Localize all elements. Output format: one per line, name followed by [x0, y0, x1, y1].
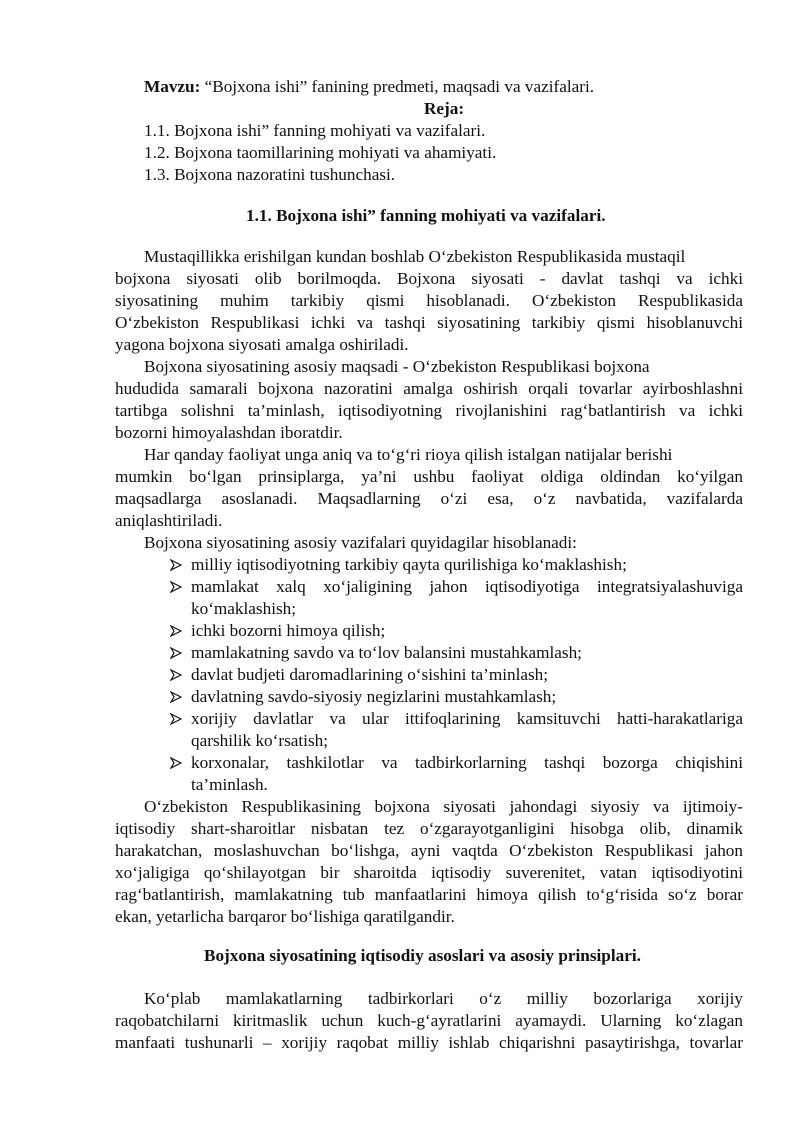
arrow-bullet-icon — [170, 576, 182, 598]
paragraph-line: manfaati tushunarli – xorijiy raqobat milliy ishlab chiqarishni pasaytirishga, tovarlar — [115, 1033, 743, 1052]
bullet-item: davlat budjeti daromadlarining o‘sishini ta’minlash; — [191, 665, 549, 684]
paragraph-line: Har qanday faoliyat unga aniq va to‘g‘ri rioya qilish istalgan natijalar berishi — [144, 445, 673, 464]
arrow-bullet-icon — [170, 664, 182, 686]
section-heading: 1.1. Bojxona ishi” fanning mohiyati va vazifalari. — [246, 206, 606, 225]
topic-line — [144, 76, 594, 98]
plan-item-1: 1.1. Bojxona ishi” fanning mohiyati va vazifalari. — [144, 121, 486, 140]
bullet-item: mamlakatning savdo va to‘lov balansini mustahkamlash; — [191, 643, 582, 662]
paragraph-line: maqsadlarga asoslanadi. Maqsadlarning o‘zi esa, o‘z navbatida, vazifalarda — [115, 489, 743, 508]
paragraph-line: iqtisodiy shart-sharoitlar nisbatan tez o‘zgarayotganligini hisobga olib, dinamik — [115, 819, 743, 838]
plan-item-2: 1.2. Bojxona taomillarining mohiyati va ahamiyati. — [144, 143, 497, 162]
paragraph-line: aniqlashtiriladi. — [115, 511, 223, 530]
plan-heading: Reja: — [424, 99, 465, 118]
section-heading: Bojxona siyosatining iqtisodiy asoslari va asosiy prinsiplari. — [204, 946, 641, 965]
bullet-item-continuation: ko‘maklashish; — [191, 599, 297, 618]
paragraph-line: rag‘batlantirish, mamlakatning tub manfaatlarini himoya qilish to‘g‘risida so‘z borar — [115, 885, 743, 904]
paragraph-line: O‘zbekiston Respublikasi ichki va tashqi siyosatining tarkibiy qismi hisoblanuvchi — [115, 313, 743, 332]
bullet-item: mamlakat xalq xo‘jaligining jahon iqtisodiyotiga integratsiyalashuviga — [191, 577, 743, 596]
paragraph-line: bojxona siyosati olib borilmoqda. Bojxona siyosati - davlat tashqi va ichki — [115, 269, 743, 288]
arrow-bullet-icon — [170, 686, 182, 708]
topic-label: Mavzu: — [144, 77, 201, 96]
paragraph-line: xo‘jaligiga qo‘shilayotgan bir sharoitda iqtisodiy suverenitet, vatan iqtisodiyotini — [115, 863, 743, 882]
paragraph-line: Bojxona siyosatining asosiy vazifalari quyidagilar hisoblanadi: — [144, 533, 577, 552]
bullet-item: davlatning savdo-siyosiy negizlarini mustahkamlash; — [191, 687, 557, 706]
arrow-bullet-icon — [170, 708, 182, 730]
paragraph-line: Ko‘plab mamlakatlarning tadbirkorlari o‘z milliy bozorlariga xorijiy — [144, 989, 743, 1008]
paragraph-line: raqobatchilarni kiritmaslik uchun kuch-g‘ayratlarini ayamaydi. Ularning ko‘zlagan — [115, 1011, 743, 1030]
arrow-bullet-icon — [170, 642, 182, 664]
paragraph-line: Mustaqillikka erishilgan kundan boshlab O‘zbekiston Respublikasida mustaqil — [144, 247, 686, 266]
paragraph-line: yagona bojxona siyosati amalga oshiriladi. — [115, 335, 409, 354]
bullet-item-continuation: ta’minlash. — [191, 775, 268, 794]
bullet-item: ichki bozorni himoya qilish; — [191, 621, 386, 640]
bullet-item: xorijiy davlatlar va ular ittifoqlarining kamsituvchi hatti-harakatlariga — [191, 709, 743, 728]
paragraph-line: tartibga solishni ta’minlash, iqtisodiyotning rivojlanishini rag‘batlantirish va ichki — [115, 401, 743, 420]
arrow-bullet-icon — [170, 752, 182, 774]
paragraph-line: hududida samarali bojxona nazoratini amalga oshirish orqali tovarlar ayirboshlashni — [115, 379, 743, 398]
paragraph-line: mumkin bo‘lgan prinsiplarga, ya’ni ushbu faoliyat oldiga oldindan ko‘yilgan — [115, 467, 743, 486]
bullet-item-continuation: qarshilik ko‘rsatish; — [191, 731, 329, 750]
arrow-bullet-icon — [170, 620, 182, 642]
paragraph-line: bozorni himoyalashdan iboratdir. — [115, 423, 343, 442]
paragraph-line: ekan, yetarlicha barqaror bo‘lishiga qaratilgandir. — [115, 907, 455, 926]
paragraph-line: siyosatining muhim tarkibiy qismi hisoblanadi. O‘zbekiston Respublikasida — [115, 291, 743, 310]
paragraph-line: Bojxona siyosatining asosiy maqsadi - O‘zbekiston Respublikasi bojxona — [144, 357, 650, 376]
bullet-item: korxonalar, tashkilotlar va tadbirkorlarning tashqi bozorga chiqishini — [191, 753, 743, 772]
plan-item-3: 1.3. Bojxona nazoratini tushunchasi. — [144, 165, 396, 184]
topic-text: “Bojxona ishi” fanining predmeti, maqsadi va vazifalari. — [200, 77, 595, 96]
paragraph-line: O‘zbekiston Respublikasining bojxona siyosati jahondagi siyosiy va ijtimoiy- — [144, 797, 743, 816]
arrow-bullet-icon — [170, 554, 182, 576]
bullet-item: milliy iqtisodiyotning tarkibiy qayta qurilishiga ko‘maklashish; — [191, 555, 627, 574]
paragraph-line: harakatchan, moslashuvchan bo‘lishga, ayni vaqtda O‘zbekiston Respublikasi jahon — [115, 841, 743, 860]
